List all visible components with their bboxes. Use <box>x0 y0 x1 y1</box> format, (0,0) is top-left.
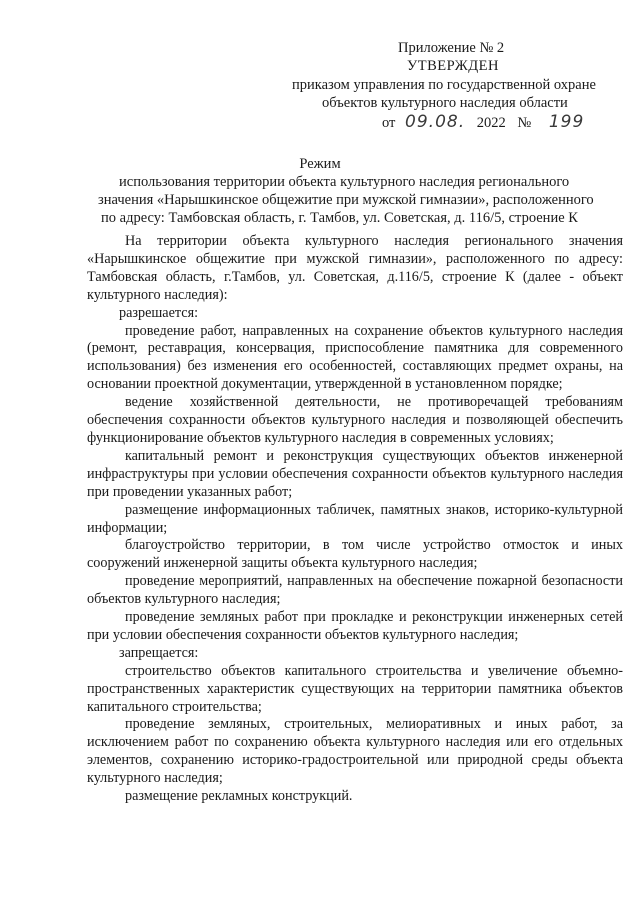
forbidden-item: размещение рекламных конструкций. <box>125 788 353 805</box>
allowed-item: проведение земляных работ при прокладке и реконструкции инженерных сетей при условии обеспечения сохранности объектов культурного наследия; <box>87 609 623 643</box>
forbidden-heading: запрещается: <box>119 644 199 661</box>
intro-paragraph: На территории объекта культурного наследия регионального значения «Нарышкинское общежитие при мужской гимназии», расположенного по адресу: Тамбовская область, г.Тамбов, ул. Советская, д.116/5, строение К (далее - объект культурного наследия): <box>87 233 623 303</box>
order-line-2: объектов культурного наследия области <box>322 95 568 111</box>
handwritten-date: 09.08. <box>405 112 466 132</box>
allowed-item: проведение мероприятий, направленных на обеспечение пожарной безопасности объектов культурного наследия; <box>87 573 623 608</box>
allowed-item: проведение работ, направленных на сохранение объектов культурного наследия (ремонт, реставрация, консервация, приспособление памятника для современного использования) без изменения его особенностей, составляющих предмет охраны, на основании проектной документации, утвержденной в установленном порядке; <box>87 322 623 393</box>
appendix-label: Приложение № 2 <box>398 40 505 56</box>
document-body <box>87 233 623 806</box>
allowed-item: размещение информационных табличек, памятных знаков, историко-культурной информации; <box>87 501 623 536</box>
allowed-item: ведение хозяйственной деятельности, не противоречащей требованиям обеспечения сохранности объектов культурного наследия и позволяющей обеспечить функционирование объектов культурного наследия в современных условиях; <box>87 394 623 446</box>
title-line-2: значения «Нарышкинское общежитие при мужской гимназии», расположенного <box>98 192 594 208</box>
forbidden-item: проведение земляных, строительных, мелиоративных и иных работ, за исключением работ по сохранению объекта культурного наследия или его отдельных элементов, сохранению историко-градостроительной или природной среды объекта культурного наследия; <box>87 716 623 787</box>
order-line-1: приказом управления по государственной охране <box>292 77 596 93</box>
number-sign: № <box>517 115 532 131</box>
allowed-heading: разрешается: <box>119 304 199 321</box>
approved-label: УТВЕРЖДЕН <box>407 58 499 74</box>
handwritten-number: 199 <box>548 112 585 132</box>
document-title: Режим <box>299 156 341 172</box>
forbidden-item: строительство объектов капитального строительства и увеличение объемно-пространственных характеристик существующих на территории памятника объектов капитального строительства; <box>87 662 623 715</box>
order-year: 2022 <box>476 115 506 131</box>
allowed-item: капитальный ремонт и реконструкция существующих объектов инженерной инфраструктуры при условии обеспечения сохранности объектов культурного наследия при проведении указанных работ; <box>87 447 623 500</box>
allowed-item: благоустройство территории, в том числе устройство отмосток и иных сооружений инженерной защиты объекта культурного наследия; <box>87 537 623 572</box>
order-date-line <box>382 112 584 132</box>
title-line-3: по адресу: Тамбовская область, г. Тамбов, ул. Советская, д. 116/5, строение К <box>101 210 578 226</box>
date-prefix: от <box>382 115 396 131</box>
title-line-1: использования территории объекта культурного наследия регионального <box>119 174 570 190</box>
